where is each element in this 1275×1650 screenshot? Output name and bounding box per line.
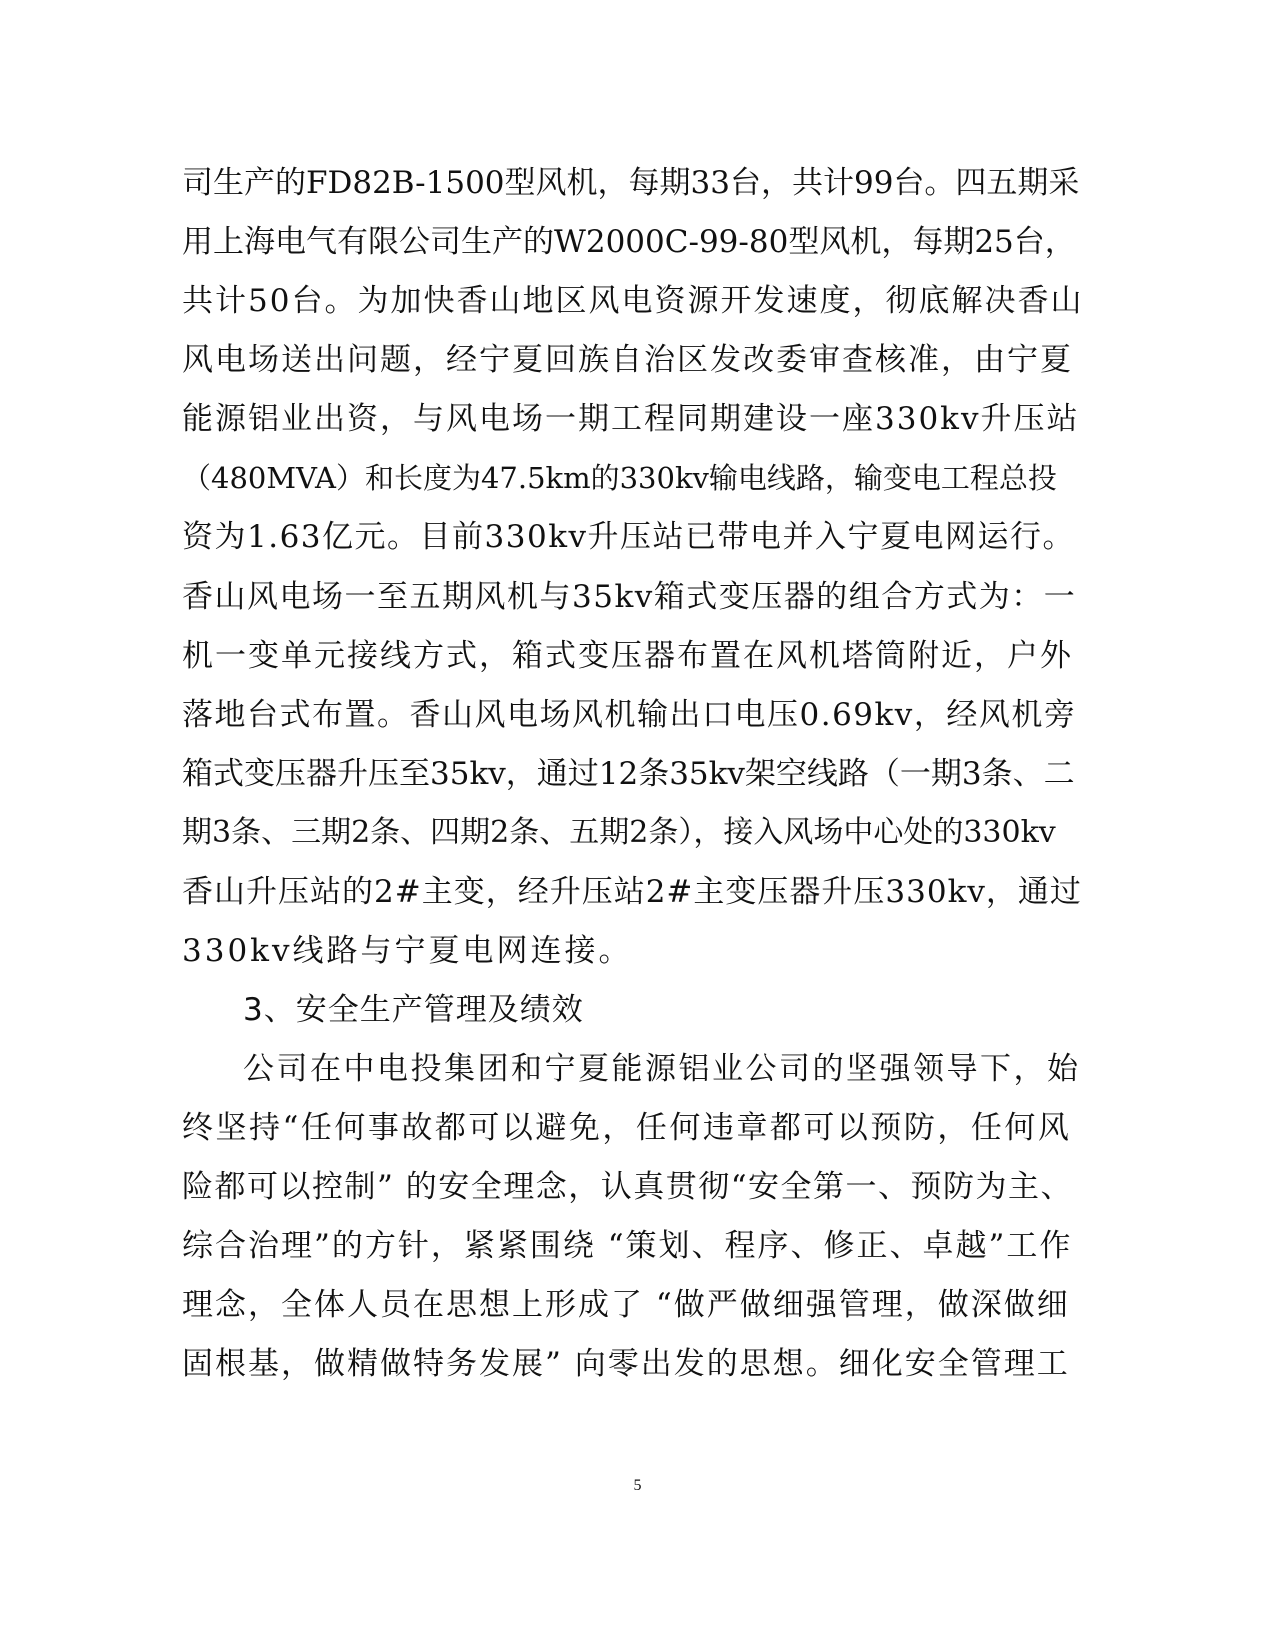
text-line: 机一变单元接线方式，箱式变压器布置在风机塔筒附近，户外 bbox=[182, 638, 1073, 674]
text-line: （480MVA）和长度为47.5km的330kv输电线路，输变电工程总投 bbox=[182, 461, 1057, 495]
text-line: 理念，全体人员在思想上形成了 “做严做细强管理，做深做细 bbox=[182, 1287, 1070, 1323]
text-line: 综合治理”的方针，紧紧围绕 “策划、程序、修正、卓越”工作 bbox=[182, 1228, 1073, 1264]
page-number: 5 bbox=[633, 1477, 642, 1494]
text-line: 司生产的FD82B-1500型风机，每期33台，共计99台。四五期采 bbox=[182, 165, 1080, 201]
text-line: 期3条、三期2条、四期2条、五期2条），接入风场中心处的330kv bbox=[182, 815, 1056, 850]
text-line: 资为1.63亿元。目前330kv升压站已带电并入宁夏电网运行。 bbox=[182, 519, 1075, 555]
text-line: 330kv线路与宁夏电网连接。 bbox=[182, 933, 633, 969]
text-line: 险都可以控制” 的安全理念，认真贯彻“安全第一、预防为主、 bbox=[182, 1169, 1074, 1205]
text-line: 用上海电气有限公司生产的W2000C-99-80型风机，每期25台， bbox=[182, 224, 1076, 260]
text-line: 箱式变压器升压至35kv，通过12条35kv架空线路（一期3条、二 bbox=[182, 756, 1075, 792]
text-line: 香山风电场一至五期风机与35kv箱式变压器的组合方式为：一 bbox=[182, 579, 1077, 615]
text-line: 公司在中电投集团和宁夏能源铝业公司的坚强领导下，始 bbox=[243, 1051, 1081, 1087]
text-line: 能源铝业出资，与风电场一期工程同期建设一座330kv升压站 bbox=[182, 401, 1080, 437]
text-line: 落地台式布置。香山风电场风机输出口电压0.69kv，经风机旁 bbox=[182, 697, 1077, 733]
text-line: 固根基，做精做特务发展” 向零出发的思想。细化安全管理工 bbox=[182, 1346, 1070, 1382]
text-line: 风电场送出问题，经宁夏回族自治区发改委审查核准，由宁夏 bbox=[182, 342, 1073, 378]
text-line: 香山升压站的2#主变，经升压站2#主变压器升压330kv，通过 bbox=[182, 874, 1082, 910]
text-line: 共计50台。为加快香山地区风电资源开发速度，彻底解决香山 bbox=[182, 283, 1084, 319]
section-heading: 3、安全生产管理及绩效 bbox=[243, 992, 584, 1028]
text-line: 终坚持“任何事故都可以避免，任何违章都可以预防，任何风 bbox=[182, 1110, 1072, 1146]
